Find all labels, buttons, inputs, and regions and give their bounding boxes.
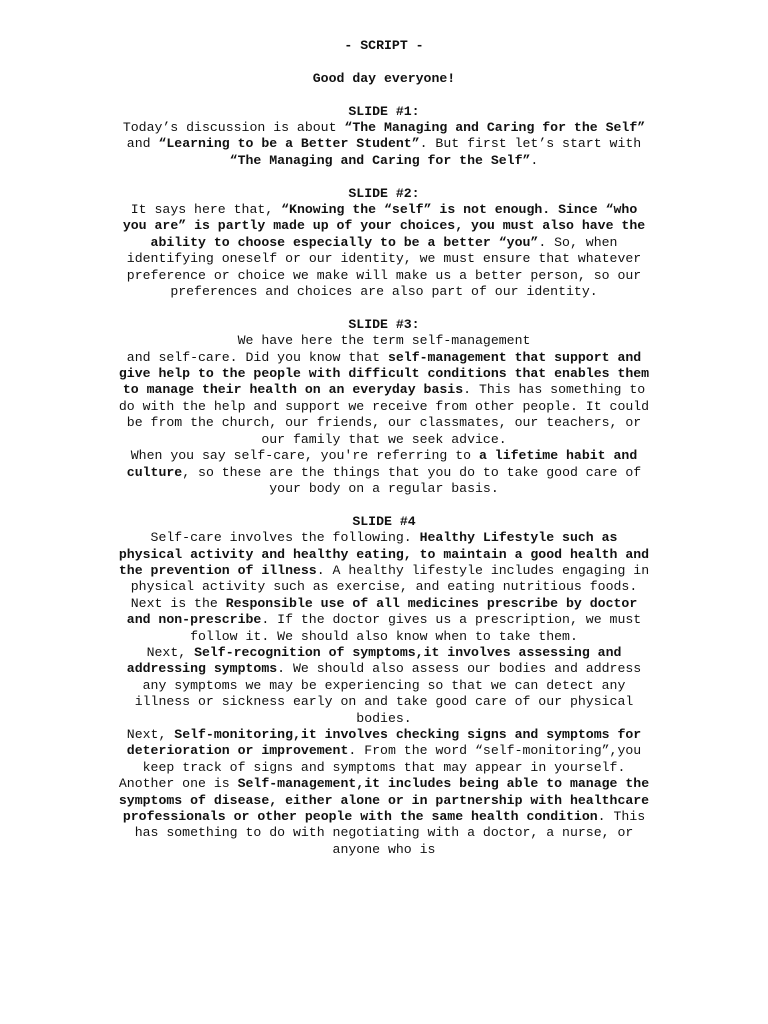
slide-2-section bbox=[116, 186, 652, 301]
slide-4-p5-bold: Self-management,it includes being able to manage the symptoms of disease, either alone or in partnership with healthcare professionals or other people with the same health condition bbox=[118, 776, 650, 825]
slide-2-paragraph bbox=[116, 202, 652, 300]
slide-3-line-1: We have here the term self-management bbox=[237, 333, 531, 349]
slide-1-paragraph bbox=[116, 120, 652, 169]
slide-4-p2-bold: Responsible use of all medicines prescribe by doctor and non-prescribe bbox=[126, 595, 638, 628]
slide-3-title-text: SLIDE #3: bbox=[348, 316, 420, 332]
slide-1-text-1: Today’s discussion is about bbox=[122, 120, 345, 135]
slide-2-text-2: . So, when identifying oneself or our identity, we must ensure that whatever preference or choice we make will make us a better person, so our preferences and choices are also part of our identity. bbox=[126, 234, 642, 300]
slide-4-p4-bold: Self-monitoring,it involves checking signs and symptoms for deterioration or improvement bbox=[126, 726, 642, 759]
slide-3-paragraph-2 bbox=[116, 448, 652, 497]
slide-1-title-text: SLIDE #1: bbox=[348, 103, 420, 119]
slide-1-text-3: . But first let’s start with bbox=[419, 136, 642, 152]
slide-3-paragraph-1 bbox=[116, 350, 652, 448]
slide-1-section bbox=[116, 104, 652, 170]
slide-1-bold-2: “Learning to be a Better Student” bbox=[158, 136, 420, 152]
slide-1-bold-1: “The Managing and Caring for the Self” bbox=[344, 120, 646, 135]
slide-1-title bbox=[116, 104, 652, 120]
slide-4-section bbox=[116, 514, 652, 859]
greeting bbox=[116, 71, 652, 87]
slide-4-p4-text-1: Next, bbox=[126, 726, 175, 742]
slide-4-p5-text-2: . This has something to do with negotiating with a doctor, a nurse, or anyone who is bbox=[134, 809, 646, 857]
slide-3-text-4: , so these are the things that you do to take good care of your body on a regular basis. bbox=[182, 464, 642, 496]
slide-1-text-2: and bbox=[126, 136, 159, 152]
slide-2-bold-1: “Knowing the “self” is not enough. Since “who you are” is partly made up of your choices, you must also have the ability to choose especially to be a better “you” bbox=[122, 202, 646, 250]
slide-3-text-1: and self-care. Did you know that bbox=[126, 349, 388, 365]
slide-2-text-1: It says here that, bbox=[130, 202, 282, 218]
slide-3-text-3: When you say self-care, you're referring to bbox=[130, 448, 479, 464]
slide-2-title bbox=[116, 186, 652, 202]
slide-2-title-text: SLIDE #2: bbox=[348, 185, 420, 201]
slide-4-p4-text-2: . From the word “self-monitoring”,you keep track of signs and symptoms that may appear in yourself. bbox=[142, 743, 642, 775]
script-heading bbox=[116, 38, 652, 54]
slide-4-p5-text-1: Another one is bbox=[118, 776, 238, 792]
greeting-text: Good day everyone! bbox=[312, 70, 456, 86]
slide-4-p3-text-1: Next, bbox=[146, 644, 195, 660]
slide-4-p3-text-2: . We should also assess our bodies and address any symptoms we may be experiencing so that we can detect any illness or sickness early on and take good care of our physical bodies. bbox=[134, 661, 642, 726]
slide-3-bold-2: a lifetime habit and culture bbox=[126, 448, 638, 480]
slide-3-title bbox=[116, 317, 652, 333]
slide-3-bold-1: self-management that support and give help to the people with difficult conditions that enables them to manage their health on an everyday basis bbox=[118, 349, 650, 398]
script-heading-text: - SCRIPT - bbox=[344, 38, 424, 53]
slide-4-paragraph-1 bbox=[116, 530, 652, 596]
slide-1-text-4: . bbox=[530, 152, 539, 168]
slide-4-p1-text-2: . A healthy lifestyle includes engaging in physical activity such as exercise, and eating nutritious foods. bbox=[130, 562, 650, 595]
slide-4-p1-bold: Healthy Lifestyle such as physical activity and healthy eating, to maintain a good health and the prevention of illness bbox=[118, 530, 650, 578]
slide-4-p3-bold: Self-recognition of symptoms,it involves assessing and addressing symptoms bbox=[126, 644, 622, 677]
slide-4-title bbox=[116, 514, 652, 530]
slide-4-paragraph-5 bbox=[116, 776, 652, 858]
slide-4-p2-text-1: Next is the bbox=[130, 595, 226, 611]
slide-3-text-2: . This has something to do with the help and support we receive from other people. It could be from the church, our friends, our classmates, our teachers, or our family that we seek advice. bbox=[118, 382, 650, 447]
slide-4-paragraph-2 bbox=[116, 596, 652, 645]
slide-4-paragraph-4 bbox=[116, 727, 652, 776]
slide-4-p2-text-2: . If the doctor gives us a prescription, we must follow it. We should also know when to take them. bbox=[190, 612, 642, 644]
slide-4-title-text: SLIDE #4 bbox=[352, 513, 416, 529]
slide-1-bold-3: “The Managing and Caring for the Self” bbox=[229, 152, 531, 168]
slide-3-section bbox=[116, 317, 652, 497]
slide-4-p1-text-1: Self-care involves the following. bbox=[150, 530, 420, 546]
slide-4-paragraph-3 bbox=[116, 645, 652, 727]
